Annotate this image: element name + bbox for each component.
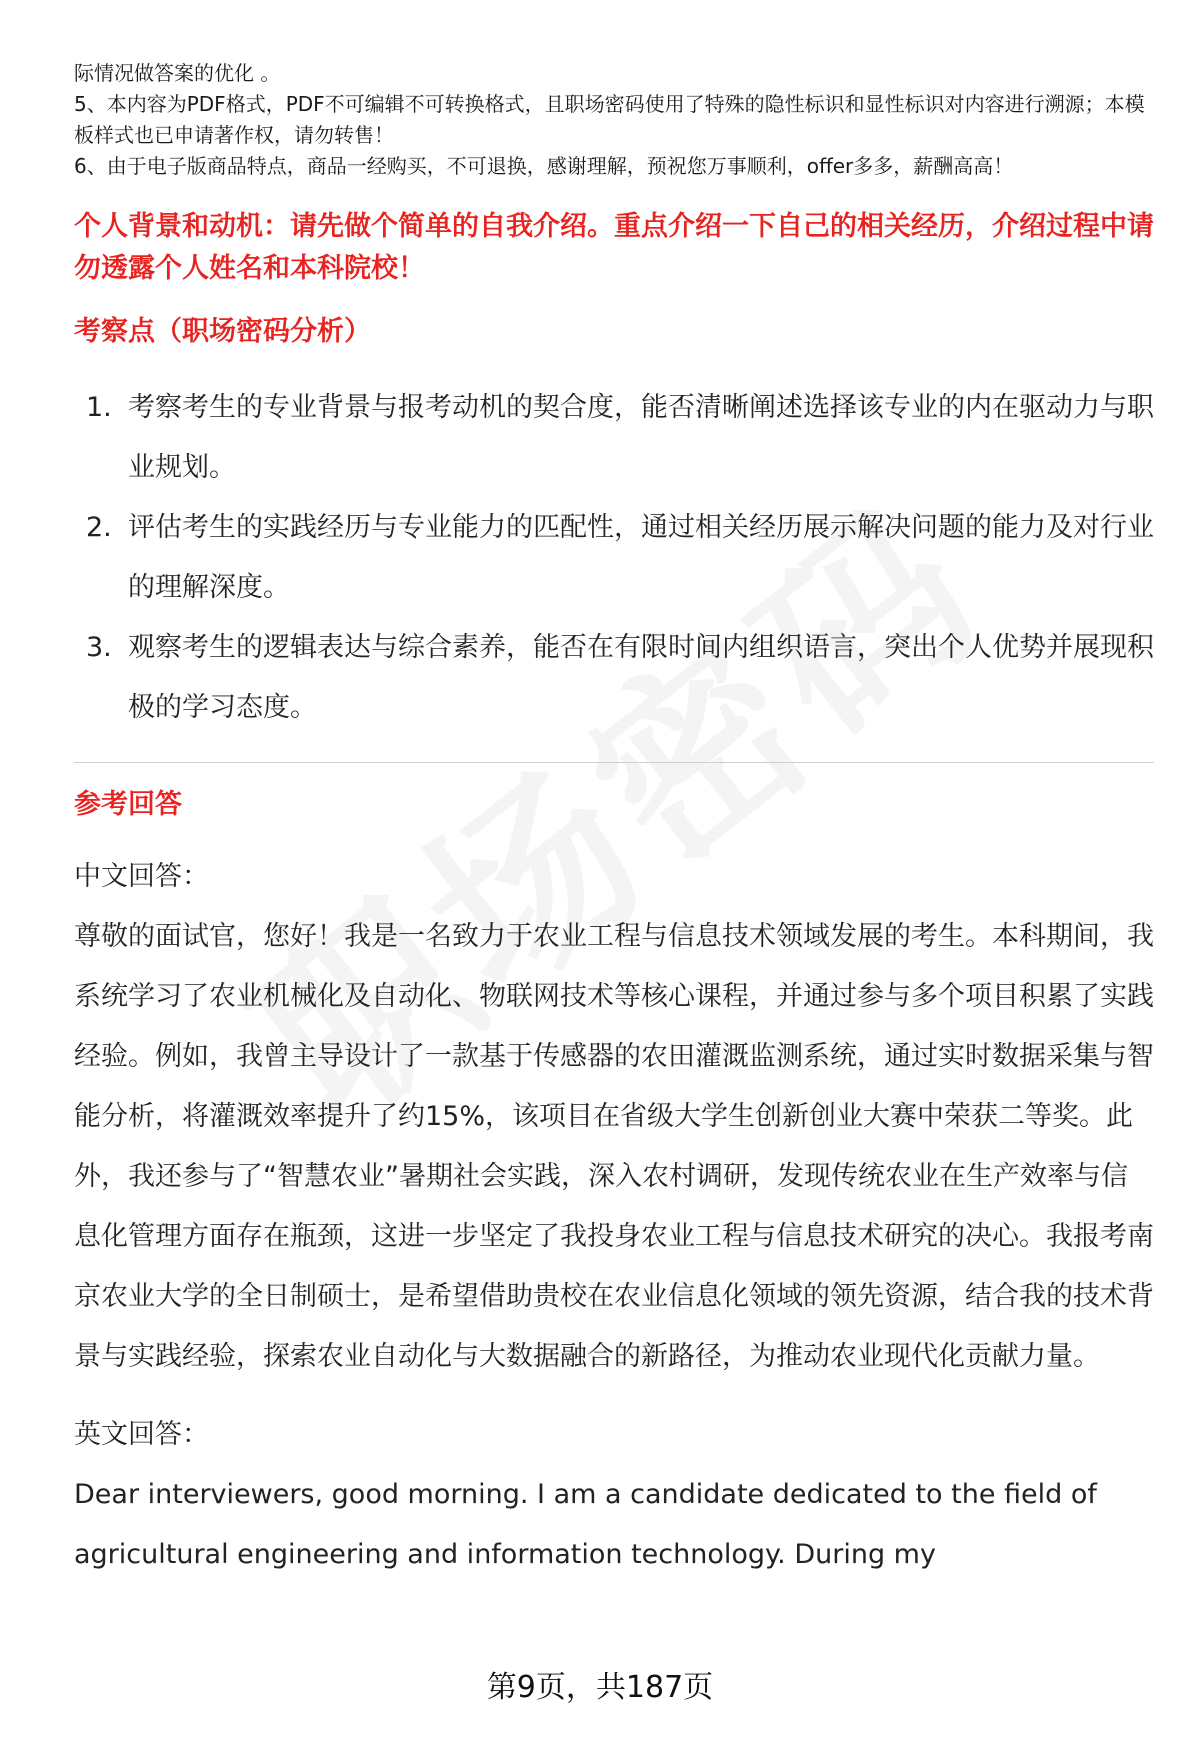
document-page xyxy=(74,58,1154,1585)
list-text: 评估考生的实践经历与专业能力的匹配性，通过相关经历展示解决问题的能力及对行业的理解深度。 xyxy=(128,512,1154,603)
list-text: 考察考生的专业背景与报考动机的契合度，能否清晰阐述选择该专业的内在驱动力与职业规划。 xyxy=(128,392,1154,483)
notes xyxy=(74,58,1154,182)
page-number-footer: 第9页，共187页 xyxy=(486,1670,714,1705)
list-number: 2. xyxy=(86,512,112,543)
list-item xyxy=(74,498,1154,618)
note-line: 6、由于电子版商品特点，商品一经购买，不可退换，感谢理解，预祝您万事顺利，offer多多，薪酬高高！ xyxy=(74,154,1014,178)
note-line: 5、本内容为PDF格式，PDF不可编辑不可转换格式，且职场密码使用了特殊的隐性标识和显性标识对内容进行溯源；本模板样式也已申请著作权，请勿转售！ xyxy=(74,92,1145,147)
list-item xyxy=(74,618,1154,738)
list-number: 1. xyxy=(86,392,112,423)
english-answer-label: 英文回答： xyxy=(74,1419,209,1450)
reference-heading: 参考回答 xyxy=(74,789,182,820)
assessment-points xyxy=(74,378,1154,738)
list-text: 观察考生的逻辑表达与综合素养，能否在有限时间内组织语言，突出个人优势并展现积极的学习态度。 xyxy=(128,632,1154,723)
question-title: 个人背景和动机：请先做个简单的自我介绍。重点介绍一下自己的相关经历，介绍过程中请勿透露个人姓名和本科院校！ xyxy=(74,211,1154,284)
chinese-answer-label: 中文回答： xyxy=(74,861,209,892)
note-line: 际情况做答案的优化 。 xyxy=(74,61,281,85)
list-item xyxy=(74,378,1154,498)
list-number: 3. xyxy=(86,632,112,663)
section-divider xyxy=(74,762,1154,763)
assessment-heading: 考察点（职场密码分析） xyxy=(74,316,371,347)
english-answer-text: Dear interviewers, good morning. I am a candidate dedicated to the field of agricultural engineering and information technology. During my xyxy=(74,1479,1097,1570)
chinese-answer-text: 尊敬的面试官，您好！我是一名致力于农业工程与信息技术领域发展的考生。本科期间，我系统学习了农业机械化及自动化、物联网技术等核心课程，并通过参与多个项目积累了实践经验。例如，我曾主导设计了一款基于传感器的农田灌溉监测系统，通过实时数据采集与智能分析，将灌溉效率提升了约15%，该项目在省级大学生创新创业大赛中荣获二等奖。此外，我还参与了“智慧农业”暑期社会实践，深入农村调研，发现传统农业在生产效率与信息化管理方面存在瓶颈，这进一步坚定了我投身农业工程与信息技术研究的决心。我报考南京农业大学的全日制硕士，是希望借助贵校在农业信息化领域的领先资源，结合我的技术背景与实践经验，探索农业自动化与大数据融合的新路径，为推动农业现代化贡献力量。 xyxy=(74,921,1154,1372)
